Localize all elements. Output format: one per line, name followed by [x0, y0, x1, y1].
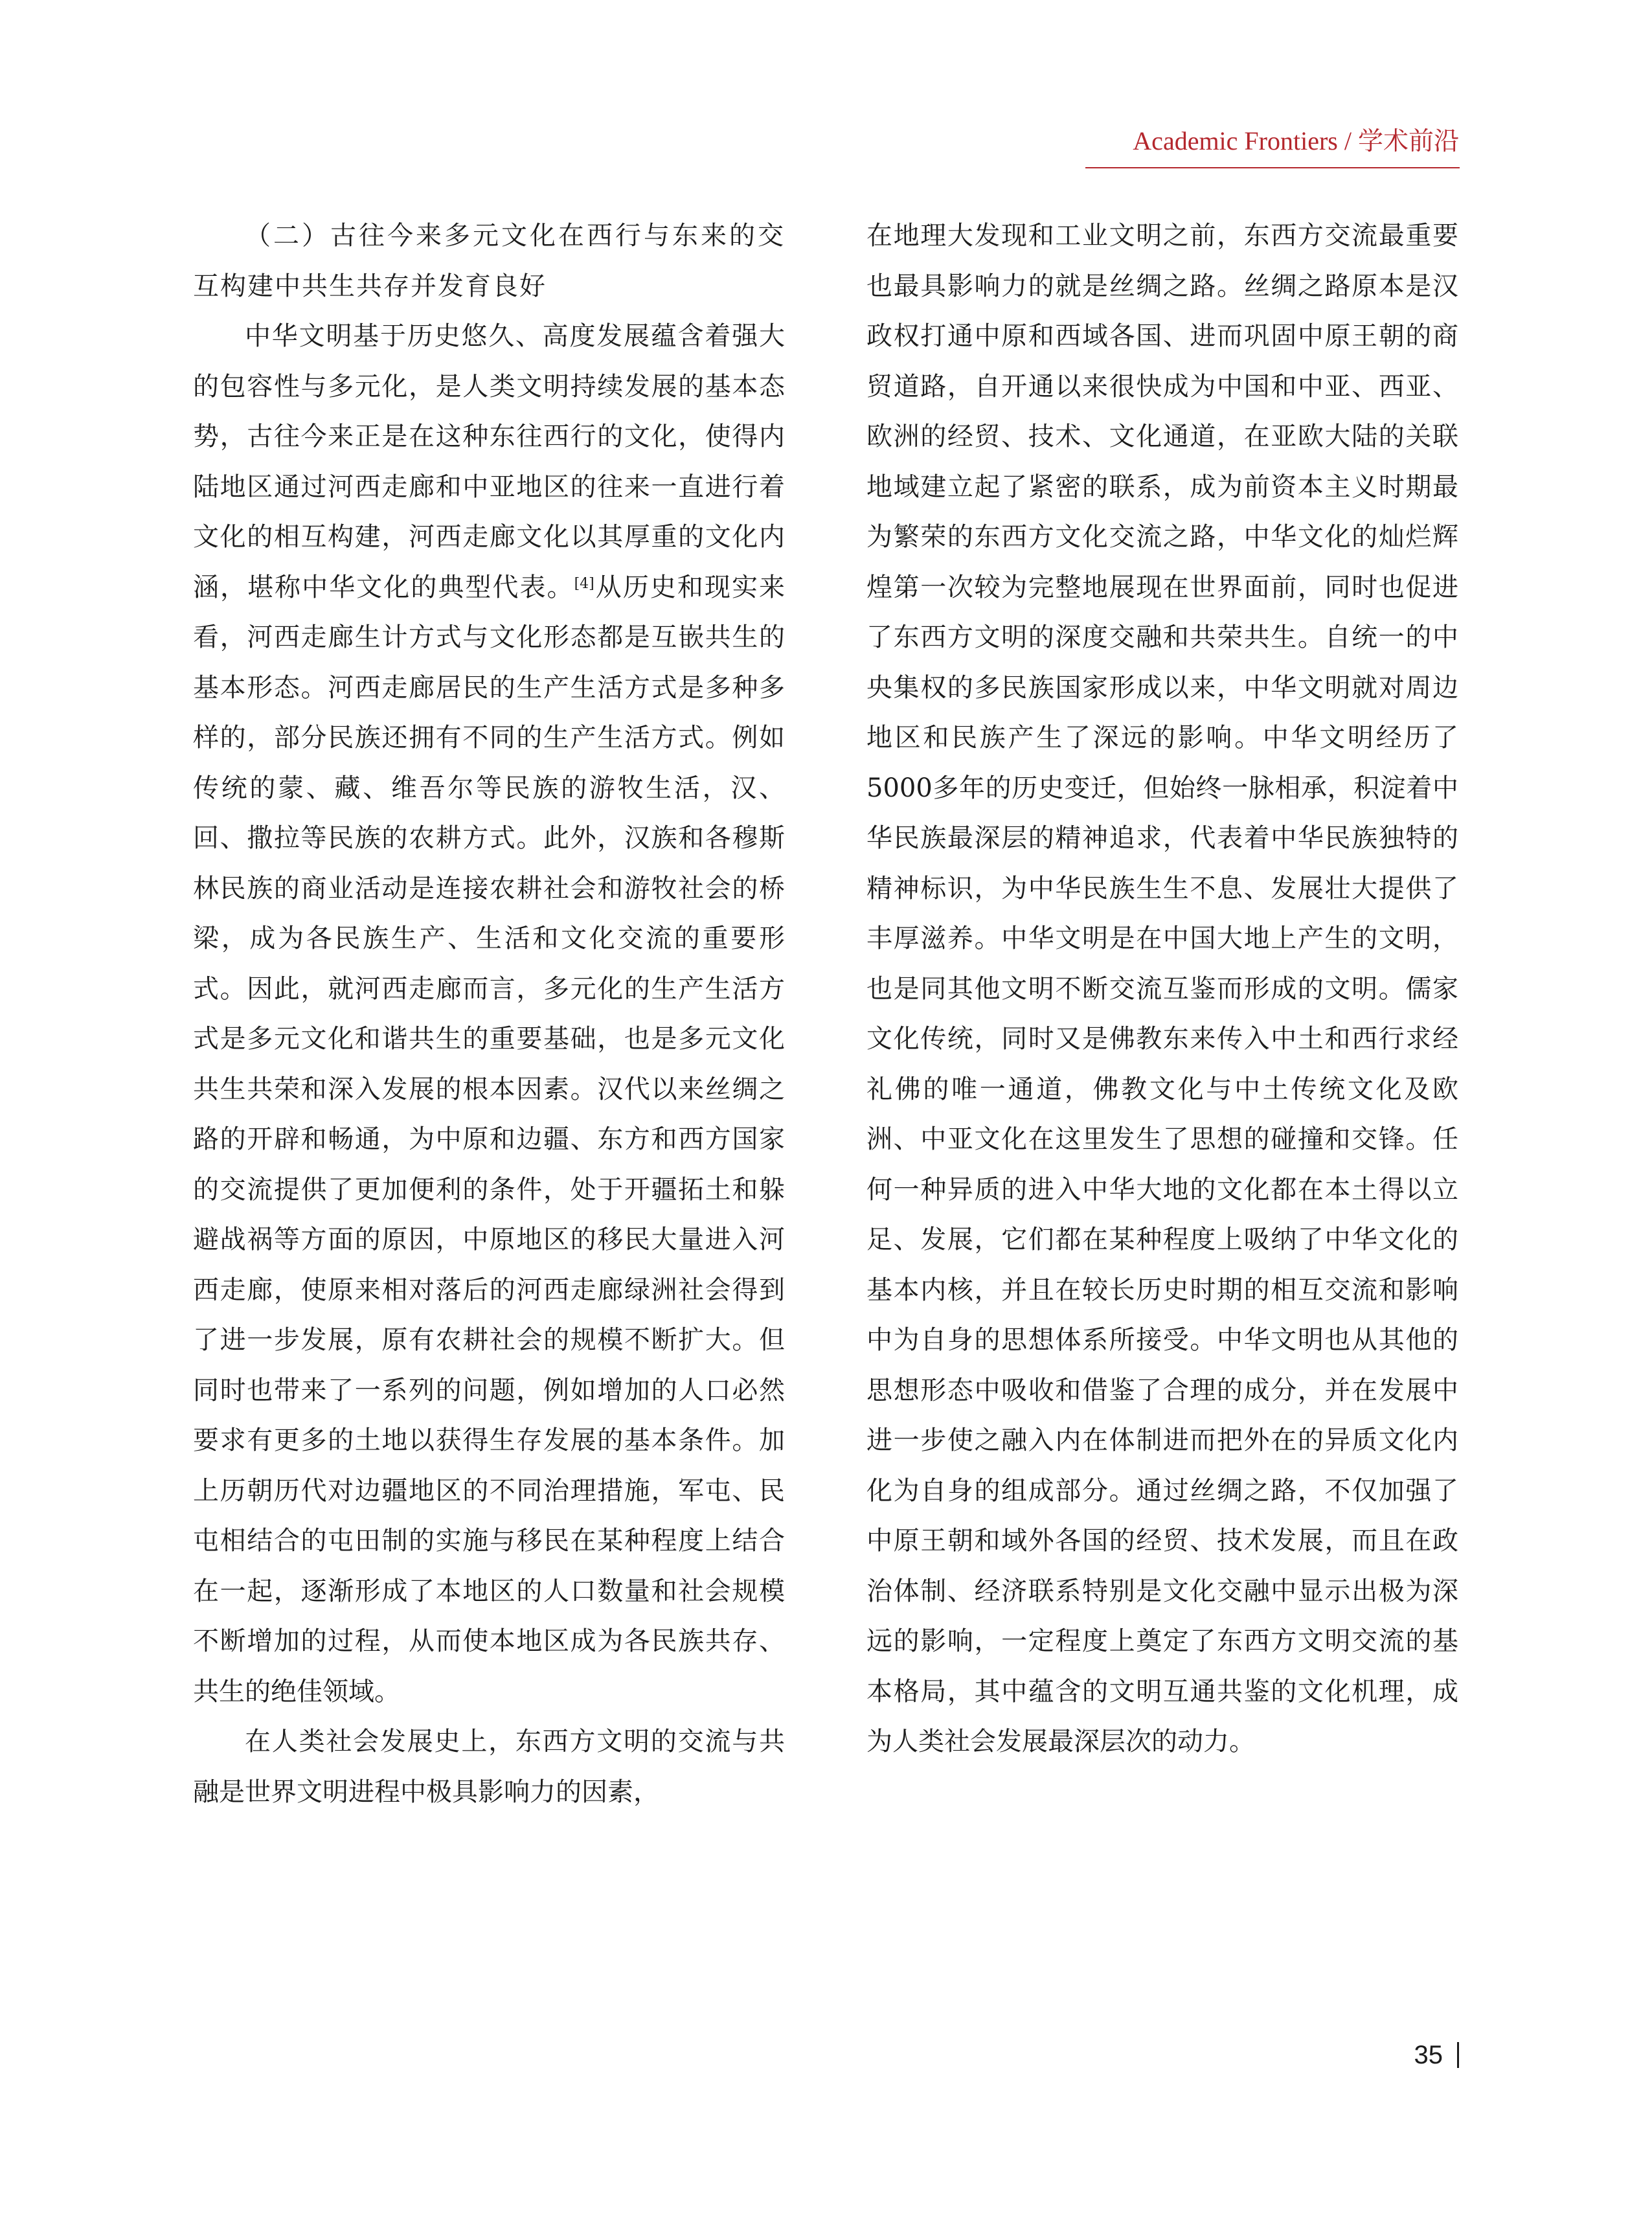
header-rule	[1085, 167, 1460, 168]
running-header	[1133, 122, 1459, 161]
left-column	[193, 211, 785, 1817]
section-heading: （二）古往今来多元文化在西行与东来的交互构建中共生共存并发育良好	[193, 221, 785, 301]
body-paragraph-2-continued: 在地理大发现和工业文明之前，东西方交流最重要也最具影响力的就是丝绸之路。丝绸之路原本是汉政权打通中原和西域各国、进而巩固中原王朝的商贸道路，自开通以来很快成为中国和中亚、西亚、欧洲的经贸、技术、文化通道，在亚欧大陆的关联地域建立起了紧密的联系，成为前资本主义时期最为繁荣的东西方文化交流之路，中华文化的灿烂辉煌第一次较为完整地展现在世界面前，同时也促进了东西方文明的深度交融和共荣共生。自统一的中央集权的多民族国家形成以来，中华文明就对周边地区和民族产生了深远的影响。中华文明经历了5000多年的历史变迁，但始终一脉相承，积淀着中华民族最深层的精神追求，代表着中华民族独特的精神标识，为中华民族生生不息、发展壮大提供了丰厚滋养。中华文明是在中国大地上产生的文明，也是同其他文明不断交流互鉴而形成的文明。儒家文化传统，同时又是佛教东来传入中土和西行求经礼佛的唯一通道，佛教文化与中土传统文化及欧洲、中亚文化在这里发生了思想的碰撞和交锋。任何一种异质的进入中华大地的文化都在本土得以立足、发展，它们都在某种程度上吸纳了中华文化的基本内核，并且在较长历史时期的相互交流和影响中为自身的思想体系所接受。中华文明也从其他的思想形态中吸收和借鉴了合理的成分，并在发展中进一步使之融入内在体制进而把外在的异质文化内化为自身的组成部分。通过丝绸之路，不仅加强了中原王朝和域外各国的经贸、技术发展，而且在政治体制、经济联系特别是文化交融中显示出极为深远的影响，一定程度上奠定了东西方文明交流的基本格局，其中蕴含的文明互通共鉴的文化机理，成为人类社会发展最深层次的动力。	[866, 221, 1458, 1756]
page-number: 35	[1414, 2041, 1443, 2069]
citation-ref: [4]	[574, 575, 594, 592]
body-paragraph-2: 在人类社会发展史上，东西方文明的交流与共融是世界文明进程中极具影响力的因素，	[193, 1727, 785, 1807]
header-separator: /	[1344, 126, 1352, 155]
journal-name-en: Academic Frontiers	[1133, 126, 1338, 155]
right-column	[866, 211, 1458, 1767]
body-paragraph-1	[193, 312, 785, 1717]
page-footer	[1414, 2036, 1460, 2074]
journal-name-zh: 学术前沿	[1357, 127, 1459, 156]
paragraph-1-part-2: 从历史和现实来看，河西走廊生计方式与文化形态都是互嵌共生的基本形态。河西走廊居民的生产生活方式是多种多样的，部分民族还拥有不同的生产生活方式。例如传统的蒙、藏、维吾尔等民族的游牧生活，汉、回、撒拉等民族的农耕方式。此外，汉族和各穆斯林民族的商业活动是连接农耕社会和游牧社会的桥梁，成为各民族生产、生活和文化交流的重要形式。因此，就河西走廊而言，多元化的生产生活方式是多元文化和谐共生的重要基础，也是多元文化共生共荣和深入发展的根本因素。汉代以来丝绸之路的开辟和畅通，为中原和边疆、东方和西方国家的交流提供了更加便利的条件，处于开疆拓土和躲避战祸等方面的原因，中原地区的移民大量进入河西走廊，使原来相对落后的河西走廊绿洲社会得到了进一步发展，原有农耕社会的规模不断扩大。但同时也带来了一系列的问题，例如增加的人口必然要求有更多的土地以获得生存发展的基本条件。加上历朝历代对边疆地区的不同治理措施，军屯、民屯相结合的屯田制的实施与移民在某种程度上结合在一起，逐渐形成了本地区的人口数量和社会规模不断增加的过程，从而使本地区成为各民族共存、共生的绝佳领域。	[193, 572, 786, 1707]
footer-rule	[1457, 2042, 1459, 2068]
paragraph-1-part-1: 中华文明基于历史悠久、高度发展蕴含着强大的包容性与多元化，是人类文明持续发展的基本态势，古往今来正是在这种东往西行的文化，使得内陆地区通过河西走廊和中亚地区的往来一直进行着文化的相互构建，河西走廊文化以其厚重的文化内涵，堪称中华文化的典型代表。	[193, 321, 785, 602]
